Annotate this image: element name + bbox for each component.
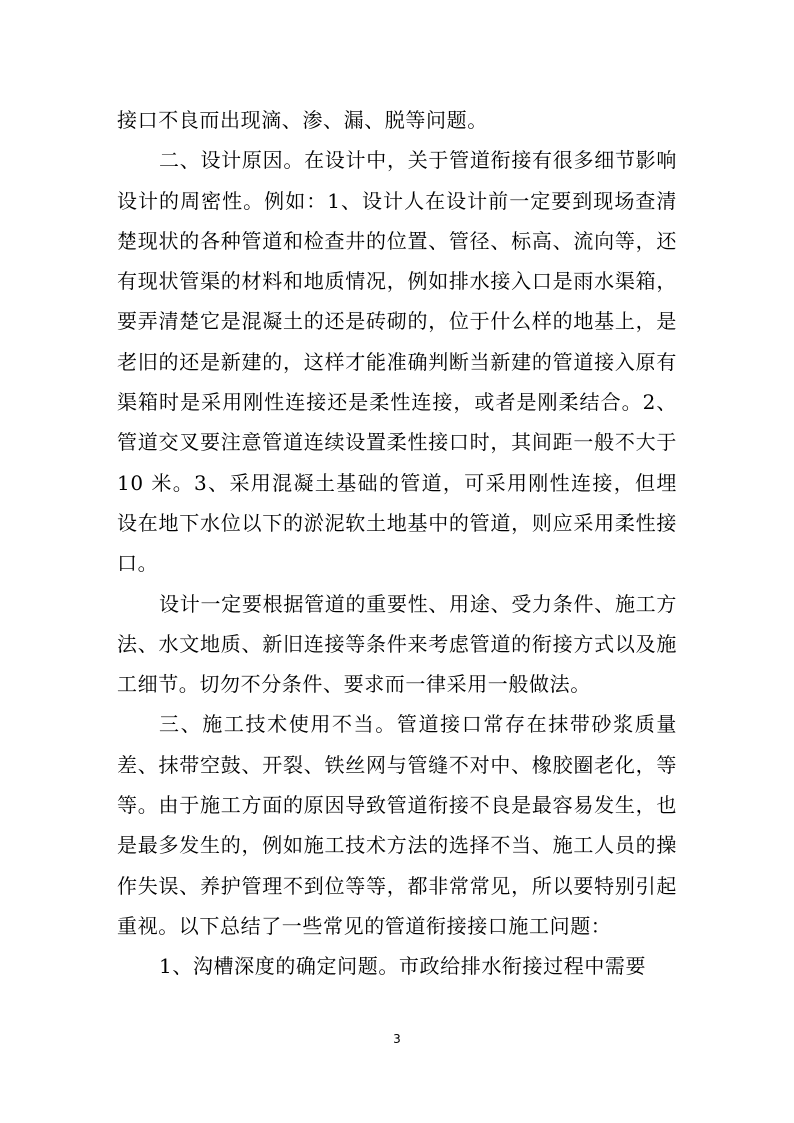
paragraph-construction-technique: 三、施工技术使用不当。管道接口常存在抹带砂浆质量差、抹带空鼓、开裂、铁丝网与管缝不对中、橡胶圈老化，等等。由于施工方面的原因导致管道衔接不良是最容易发生，也是最多发生的，例如施工技术方法的选择不当、施工人员的操作失误、养护管理不到位等等，都非常常见，所以要特别引起重视。以下总结了一些常见的管道衔接接口施工问题： xyxy=(117,712,677,938)
paragraph-continuation: 接口不良而出现滴、渗、漏、脱等问题。 xyxy=(117,108,488,132)
page-number: 3 xyxy=(393,1032,401,1046)
paragraph-design-considerations: 设计一定要根据管道的重要性、用途、受力条件、施工方法、水文地质、新旧连接等条件来考虑管道的衔接方式以及施工细节。切勿不分条件、要求而一律采用一般做法。 xyxy=(117,591,677,697)
paragraph-design-reasons: 二、设计原因。在设计中，关于管道衔接有很多细节影响设计的周密性。例如：1、设计人在设计前一定要到现场查清楚现状的各种管道和检查井的位置、管径、标高、流向等，还有现状管渠的材料和地质情况，例如排水接入口是雨水渠箱，要弄清楚它是混凝土的还是砖砌的，位于什么样的地基上，是老旧的还是新建的，这样才能准确判断当新建的管道接入原有渠箱时是采用刚性连接还是柔性连接，或者是刚柔结合。2、管道交叉要注意管道连续设置柔性接口时，其间距一般不大于 10 米。3、采用混凝土基础的管道，可采用刚性连接，但埋设在地下水位以下的淤泥软土地基中的管道，则应采用柔性接口。 xyxy=(117,148,677,576)
paragraph-trench-depth: 1、沟槽深度的确定问题。市政给排水衔接过程中需要 xyxy=(159,954,647,979)
page-body xyxy=(117,100,677,987)
